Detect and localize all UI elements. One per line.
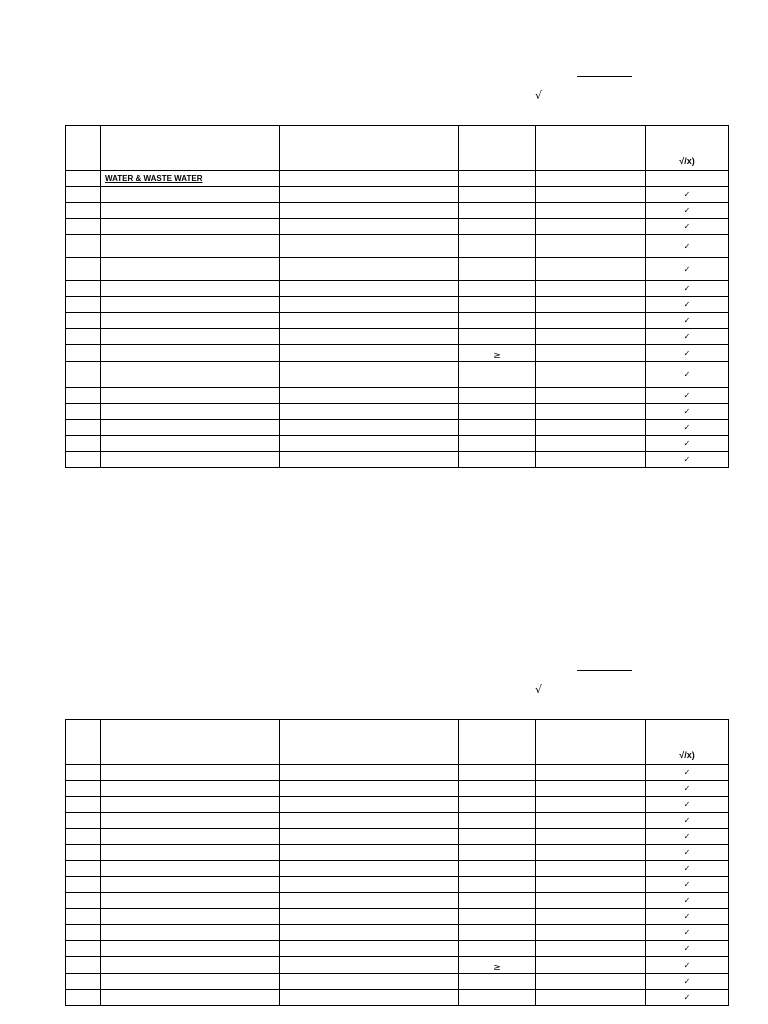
table-row [66,925,729,941]
check-icon: ✓ [683,407,691,416]
check-icon: ✓ [683,993,691,1002]
limit-cell [459,813,536,829]
result-cell [646,388,729,404]
table-row [66,797,729,813]
result-cell [646,420,729,436]
limit-cell [459,829,536,845]
check-icon: ✓ [683,848,691,857]
limit-cell [459,436,536,452]
check-icon: ✓ [683,300,691,309]
limit-cell [459,861,536,877]
table-row [66,877,729,893]
table-header-row [66,720,729,765]
table-row [66,281,729,297]
limit-cell [459,990,536,1006]
check-icon: ✓ [683,391,691,400]
limit-cell [459,941,536,957]
table-row [66,893,729,909]
limit-cell [459,420,536,436]
check-icon: ✓ [683,370,691,379]
check-icon: ✓ [683,960,691,970]
result-cell [646,829,729,845]
limit-cell [459,281,536,297]
check-icon: ✓ [683,816,691,825]
header-cell-method [280,126,459,171]
check-icon: ✓ [683,880,691,889]
limit-cell [459,957,536,974]
result-cell [646,404,729,420]
check-icon: ✓ [683,977,691,986]
result-cell [646,436,729,452]
limit-cell [459,388,536,404]
result-cell [646,893,729,909]
check-icon: ✓ [683,284,691,293]
section-title: WATER & WASTE WATER [105,174,203,183]
table-row [66,329,729,345]
table-row [66,420,729,436]
check-icon: ✓ [683,832,691,841]
table-row [66,781,729,797]
header-cell-value [536,720,646,765]
limit-cell [459,404,536,420]
check-icon: ✓ [683,264,691,274]
result-header: √/x) [679,750,695,760]
greater-equal-symbol: ≥ [493,351,501,361]
header-cell-result [646,126,729,171]
limit-cell [459,925,536,941]
section-row [66,171,729,187]
result-cell [646,941,729,957]
check-icon: ✓ [683,190,691,199]
result-cell [646,452,729,468]
table-row [66,990,729,1006]
result-cell [646,781,729,797]
check-icon: ✓ [683,439,691,448]
header-cell-result [646,720,729,765]
check-icon: ✓ [683,332,691,341]
result-cell [646,187,729,203]
table-row [66,436,729,452]
check-icon: ✓ [683,768,691,777]
limit-cell [459,297,536,313]
result-cell [646,909,729,925]
results-table-1 [65,125,729,468]
check-icon: ✓ [683,222,691,231]
table-row [66,362,729,388]
limit-cell [459,258,536,281]
check-icon: ✓ [683,896,691,905]
check-icon: ✓ [683,455,691,464]
limit-cell [459,313,536,329]
table-row [66,187,729,203]
result-cell [646,329,729,345]
check-icon: ✓ [683,348,691,358]
header-cell-method [280,720,459,765]
result-cell [646,861,729,877]
limit-cell [459,203,536,219]
limit-cell [459,187,536,203]
table-row [66,845,729,861]
header-cell-parameter [101,720,280,765]
result-cell [646,258,729,281]
limit-cell [459,893,536,909]
check-icon: ✓ [683,423,691,432]
limit-cell [459,909,536,925]
table-row [66,404,729,420]
check-icon: ✓ [683,944,691,953]
result-cell [646,813,729,829]
limit-cell [459,345,536,362]
table-row [66,813,729,829]
table-row [66,388,729,404]
result-cell [646,313,729,329]
result-cell [646,219,729,235]
limit-cell [459,235,536,258]
limit-cell [459,765,536,781]
header-cell-limit [459,126,536,171]
check-icon: ✓ [683,912,691,921]
table-row [66,345,729,362]
check-icon: ✓ [683,800,691,809]
table-row [66,297,729,313]
result-cell [646,990,729,1006]
table-row [66,203,729,219]
header-cell-limit [459,720,536,765]
limit-cell [459,219,536,235]
results-table-2 [65,719,729,1006]
limit-cell [459,362,536,388]
header-cell-parameter [101,126,280,171]
check-symbol: √ [535,89,543,102]
check-icon: ✓ [683,864,691,873]
result-cell [646,281,729,297]
result-cell [646,974,729,990]
limit-cell [459,329,536,345]
table-row [66,909,729,925]
result-cell [646,297,729,313]
signature-line [577,670,632,671]
limit-cell [459,845,536,861]
result-cell [646,765,729,781]
header-cell-no [66,126,101,171]
table-row [66,235,729,258]
table-row [66,974,729,990]
result-cell [646,797,729,813]
table-row [66,258,729,281]
limit-cell [459,797,536,813]
limit-cell [459,781,536,797]
limit-cell [459,974,536,990]
result-cell [646,957,729,974]
header-cell-no [66,720,101,765]
result-header: √/x) [679,156,695,166]
limit-cell [459,452,536,468]
table-row [66,941,729,957]
table-row [66,313,729,329]
result-cell [646,345,729,362]
check-icon: ✓ [683,316,691,325]
result-cell [646,235,729,258]
result-cell [646,877,729,893]
result-cell [646,925,729,941]
table-header-row [66,126,729,171]
table-row [66,957,729,974]
table-row [66,452,729,468]
signature-line [577,76,632,77]
header-cell-value [536,126,646,171]
result-cell [646,845,729,861]
table-row [66,861,729,877]
check-icon: ✓ [683,784,691,793]
check-icon: ✓ [683,928,691,937]
table-row [66,829,729,845]
check-icon: ✓ [683,241,691,251]
table-row [66,765,729,781]
check-icon: ✓ [683,206,691,215]
result-cell [646,362,729,388]
check-symbol: √ [535,683,543,696]
greater-equal-symbol: ≥ [493,963,501,973]
result-cell [646,203,729,219]
limit-cell [459,877,536,893]
table-row [66,219,729,235]
